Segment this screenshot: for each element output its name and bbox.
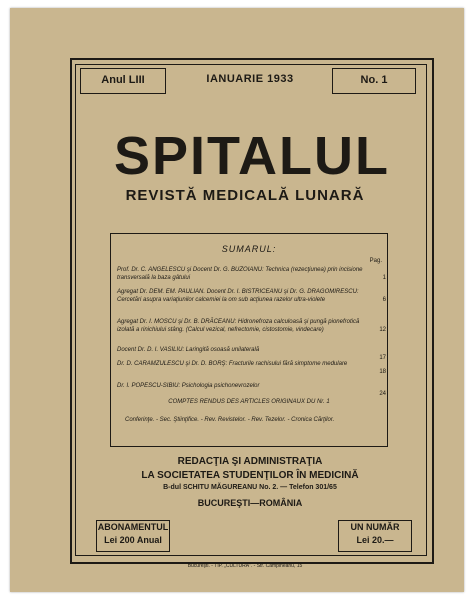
subscription-box bbox=[96, 520, 170, 552]
journal-subtitle: REVISTĂ MEDICALĂ LUNARĂ bbox=[125, 187, 365, 204]
administration-title: REDACŢIA ŞI ADMINISTRAŢIA bbox=[177, 456, 323, 467]
printer-line: Bucureşti. - TIP. „CULTURA". - Str. Câmpineanu, 15 bbox=[187, 563, 303, 569]
volume-label: Anul LIII bbox=[101, 74, 145, 86]
summary-entry bbox=[117, 318, 386, 334]
summary-entry bbox=[117, 288, 386, 304]
summary-box bbox=[110, 233, 388, 447]
single-issue-box bbox=[338, 520, 412, 552]
page-column-label: Pag. bbox=[369, 258, 382, 264]
summary-entry bbox=[117, 346, 386, 361]
summary-entry bbox=[117, 382, 386, 397]
magazine-cover bbox=[10, 8, 464, 592]
summary-entry bbox=[117, 360, 386, 375]
volume-box bbox=[80, 68, 166, 94]
subscription-price: Lei 200 Anual bbox=[104, 535, 162, 545]
address-line: B-dul SCHITU MĂGUREANU No. 2. — Telefon 301/65 bbox=[163, 484, 337, 491]
summary-entry-text: Agregat Dr. DEM. EM. PAULIAN. Docent Dr. I. BISTRICEANU şi Dr. G. DRAGOMIRESCU: Cercetări asupra variaţiunilor calcemiei la om sub acţiunea razelor ultra-violete bbox=[117, 289, 359, 303]
city-country: BUCUREŞTI—ROMÂNIA bbox=[197, 498, 303, 508]
subscription-label: ABONAMENTUL bbox=[97, 522, 169, 532]
number-box bbox=[332, 68, 416, 94]
single-issue-label: UN NUMĂR bbox=[350, 522, 400, 532]
summary-entry-page: 12 bbox=[379, 327, 386, 333]
summary-entry-page: 18 bbox=[379, 369, 386, 375]
summary-entry-text: Dr. I. POPESCU-SIBIU: Psichologia psichonevrozelor bbox=[117, 383, 260, 389]
society-name: LA SOCIETATEA STUDENŢILOR ÎN MEDICINĂ bbox=[141, 470, 359, 481]
summary-entry-text: Prof. Dr. C. ANGELESCU şi Docent Dr. G. BUZOIANU: Technica (rezecţiunea) prin incisione transversală la baza gâtului bbox=[117, 267, 363, 281]
summary-heading: SUMARUL: bbox=[221, 244, 277, 254]
summary-entry-page: 6 bbox=[382, 297, 386, 303]
journal-title: SPITALUL bbox=[114, 126, 390, 186]
issue-number: No. 1 bbox=[360, 74, 388, 86]
section-list: Conferinţe. - Sec. Ştiinţifice. - Rev. Revistelor. - Rev. Tezelor. - Cronica Cărţilor. bbox=[125, 417, 335, 423]
summary-entry bbox=[117, 266, 386, 282]
comptes-rendus: COMPTES RENDUS DES ARTICLES ORIGINAUX DU Nr. 1 bbox=[168, 399, 330, 405]
summary-entry-page: 24 bbox=[379, 391, 386, 397]
summary-entry-text: Dr. D. CARAMZULESCU şi Dr. D. BORŞ: Fracturile rachisului fără simptome medulare bbox=[117, 361, 348, 367]
summary-entry-text: Docent Dr. D. I. VASILIU: Laringită osoasă unilaterală bbox=[117, 347, 260, 353]
single-issue-price: Lei 20.— bbox=[356, 535, 394, 545]
summary-entry-text: Agregat Dr. I. MOSCU şi Dr. B. DRĂCEANU: Hidronefroza calculoasă şi pungă pionefrotică izolată a rinichiului stâng. (Calcul vezical, nefrectomie, cistostomie, vindecare) bbox=[117, 319, 360, 333]
summary-entry-page: 17 bbox=[379, 355, 386, 361]
issue-date: IANUARIE 1933 bbox=[206, 73, 294, 85]
summary-entry-page: 1 bbox=[382, 275, 386, 281]
